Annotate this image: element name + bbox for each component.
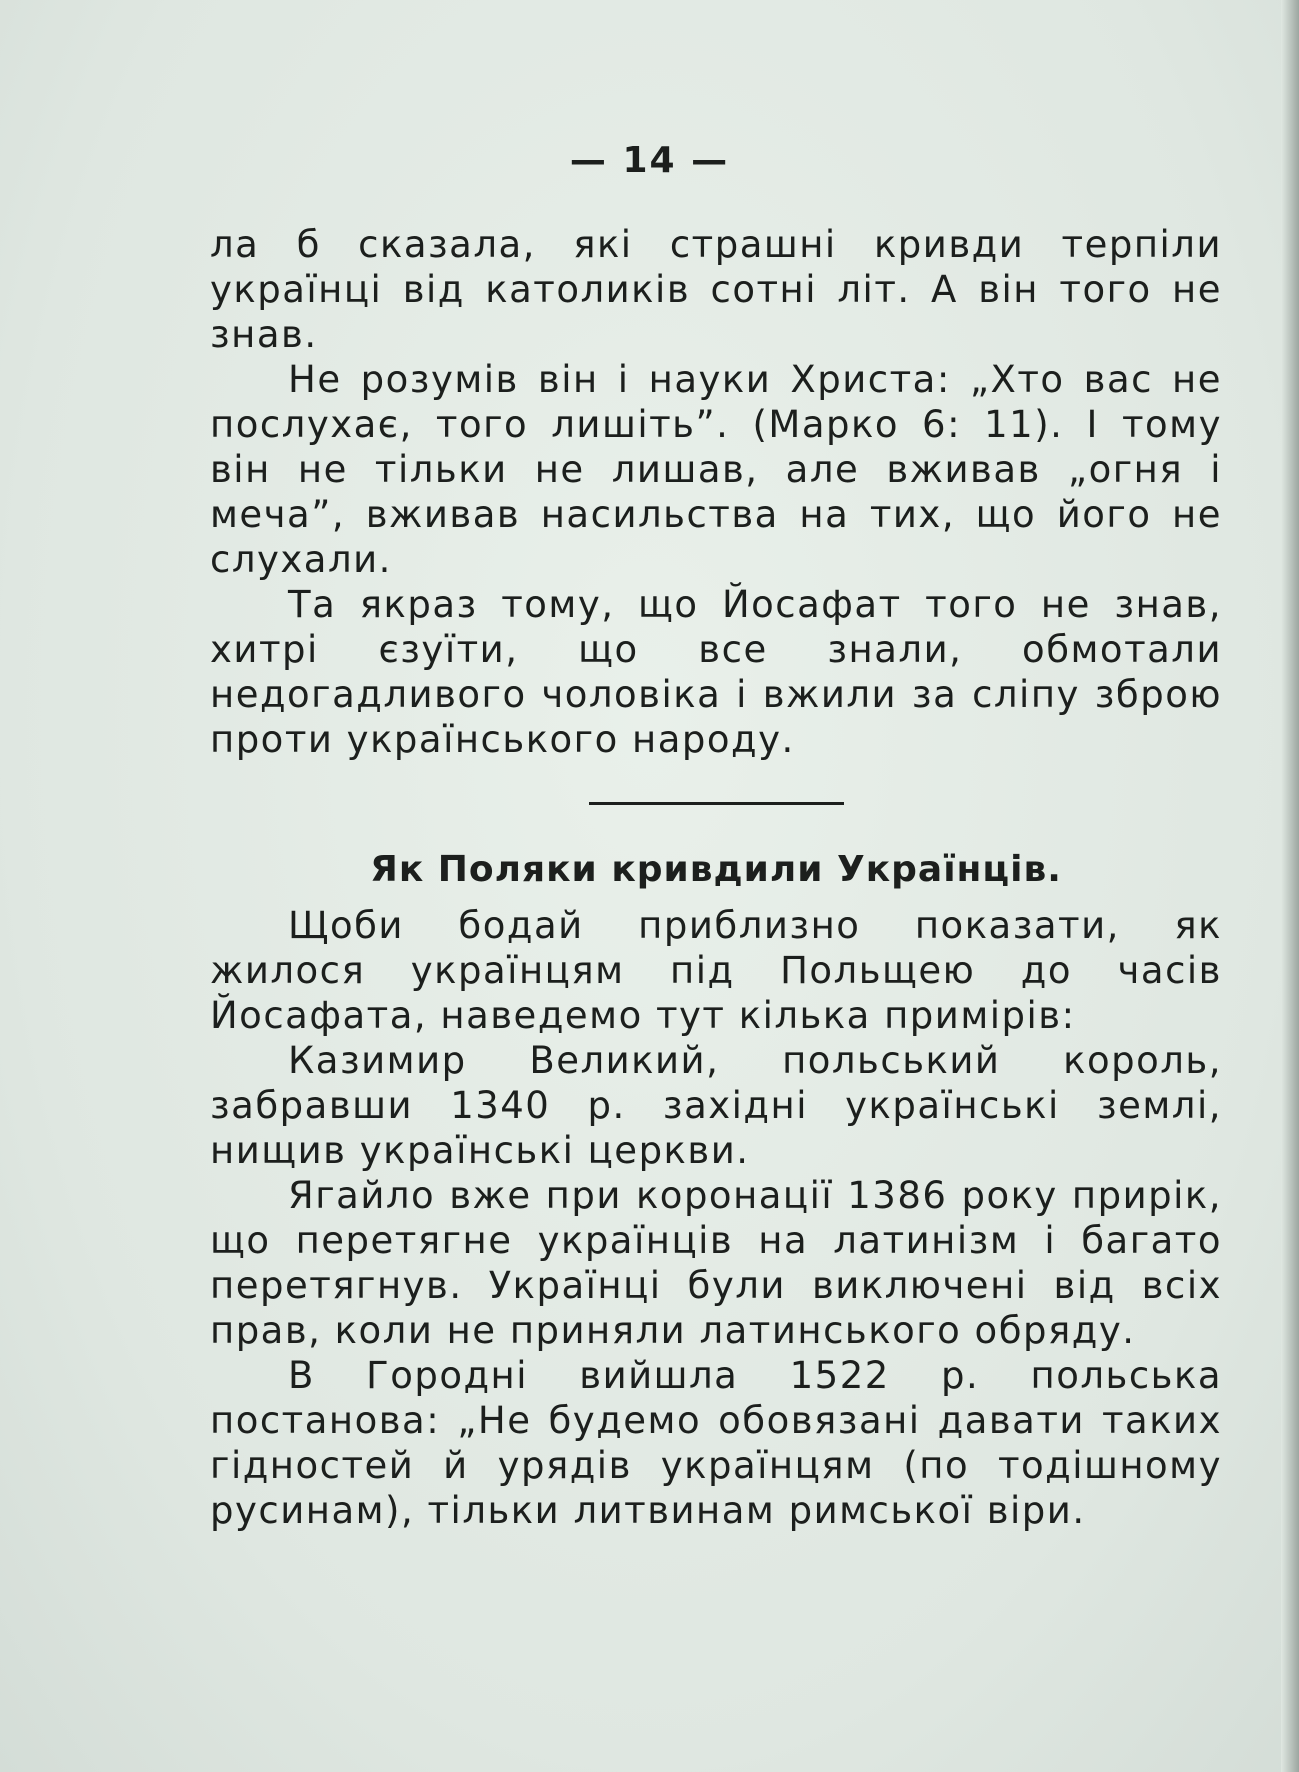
paragraph: Не розумів він і науки Христа: „Хто вас не послухає, того лишіть”. (Марко 6: 11). І тому він не тільки не лишав, але вживав „огня і меча”, вживав насильства на тих, що його не слухали.	[210, 358, 1222, 581]
paragraph: В Городні вийшла 1522 р. польська постанова: „Не будемо обовязані давати таких гідностей й урядів українцям (по тодішному русинам), тільки литвинам римської віри.	[210, 1354, 1222, 1532]
paragraph-continuation: ла б сказала, які страшні кривди терпіли українці від католиків сотні літ. А він того не знав.	[210, 223, 1222, 356]
page-edge-shadow	[1281, 0, 1299, 1772]
section-divider	[589, 802, 844, 805]
page-body	[210, 222, 1222, 1533]
paragraph: Казимир Великий, польський король, забравши 1340 р. західні українські землі, нищив українські церкви.	[210, 1039, 1222, 1172]
page-number: — 14 —	[569, 140, 730, 181]
section-title: Як Поляки кривдили Українців.	[370, 849, 1062, 890]
paragraph: Щоби бодай приблизно показати, як жилося українцям під Польщею до часів Йосафата, наведемо тут кілька примірів:	[210, 904, 1222, 1037]
paragraph: Та якраз тому, що Йосафат того не знав, хитрі єзуїти, що все знали, обмотали недогадливого чоловіка і вжили за сліпу зброю проти українського народу.	[210, 583, 1222, 761]
paragraph: Ягайло вже при коронації 1386 року прирік, що перетягне українців на латинізм і багато перетягнув. Українці були виключені від всіх прав, коли не приняли латинського обряду.	[210, 1174, 1222, 1352]
